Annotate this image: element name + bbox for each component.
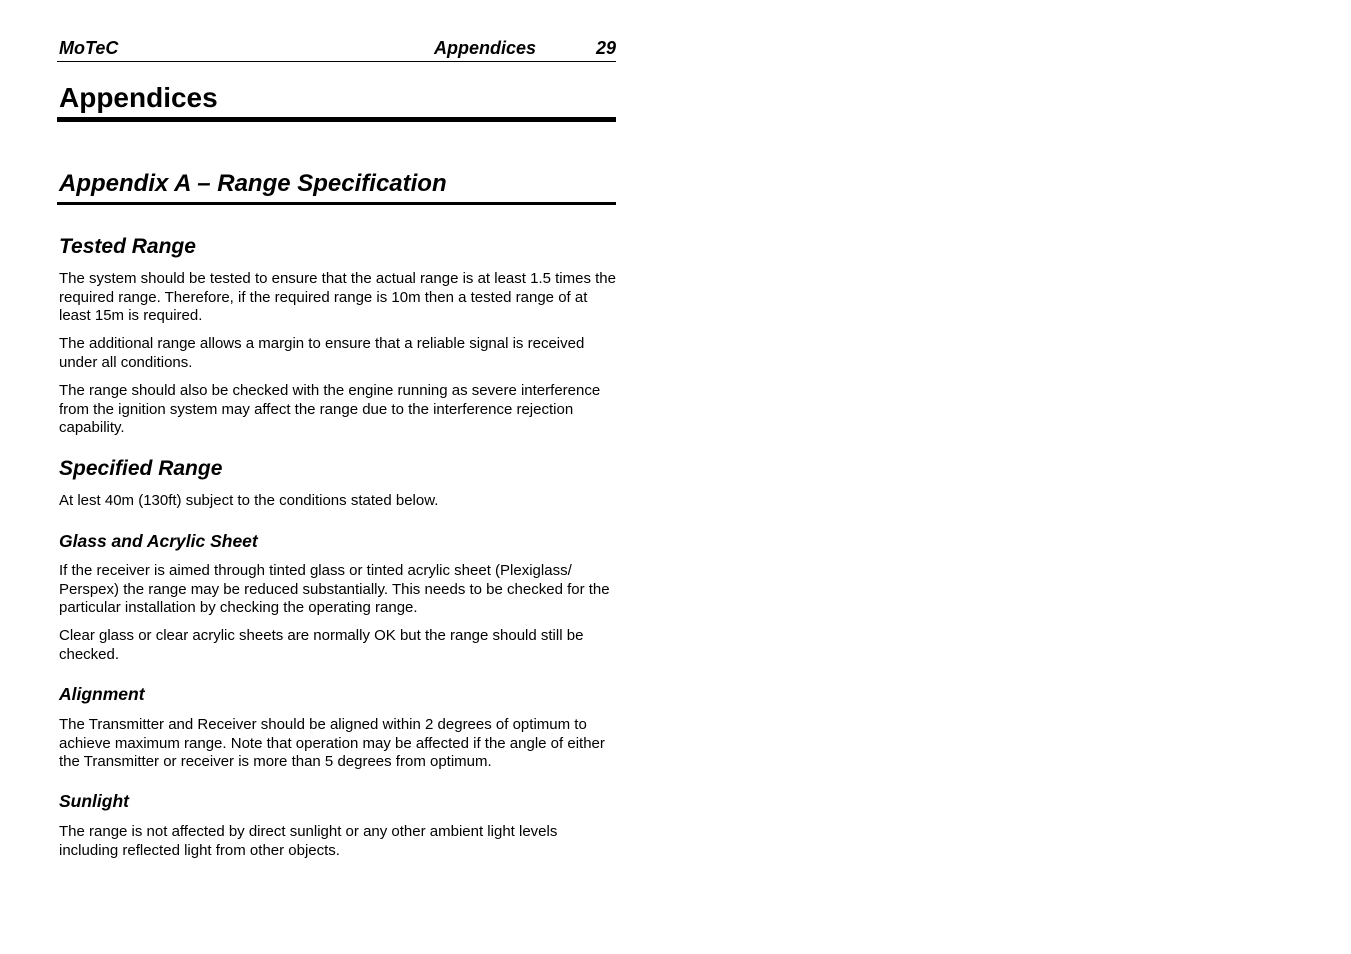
title-rule	[57, 117, 616, 122]
tested-range-paragraph-3: The range should also be checked with the engine running as severe interference from the ignition system may affect the range due to the interference rejection capability.	[59, 382, 601, 437]
tested-range-paragraph-1: The system should be tested to ensure that the actual range is at least 1.5 times the required range. Therefore, if the required range is 10m then a tested range of at least 15m is required.	[59, 270, 616, 325]
header-page-number: 29	[595, 38, 616, 58]
tested-range-paragraph-2: The additional range allows a margin to ensure that a reliable signal is received under all conditions.	[59, 335, 585, 371]
alignment-paragraph: The Transmitter and Receiver should be aligned within 2 degrees of optimum to achieve maximum range. Note that operation may be affected if the angle of either the Transmitter or receiver is more than 5 degrees from optimum.	[59, 716, 605, 771]
glass-acrylic-paragraph-1: If the receiver is aimed through tinted glass or tinted acrylic sheet (Plexiglass/ Perspex) the range may be reduced substantially. This needs to be checked for the particular installation by checking the operating range.	[59, 562, 610, 617]
header-brand: MoTeC	[59, 38, 119, 58]
appendix-heading: Appendix A – Range Specification	[59, 170, 447, 197]
specified-range-paragraph: At lest 40m (130ft) subject to the conditions stated below.	[59, 492, 439, 509]
page-title: Appendices	[59, 82, 218, 113]
header-section-title: Appendices	[433, 38, 536, 58]
appendix-rule	[57, 202, 616, 205]
specified-range-heading: Specified Range	[59, 457, 223, 480]
tested-range-heading: Tested Range	[59, 235, 196, 258]
alignment-heading: Alignment	[59, 684, 145, 704]
sunlight-paragraph: The range is not affected by direct sunlight or any other ambient light levels including reflected light from other objects.	[59, 823, 558, 859]
running-header	[57, 38, 616, 62]
sunlight-heading: Sunlight	[59, 791, 129, 811]
glass-acrylic-heading: Glass and Acrylic Sheet	[59, 531, 258, 551]
glass-acrylic-paragraph-2: Clear glass or clear acrylic sheets are normally OK but the range should still be checked.	[59, 627, 584, 663]
